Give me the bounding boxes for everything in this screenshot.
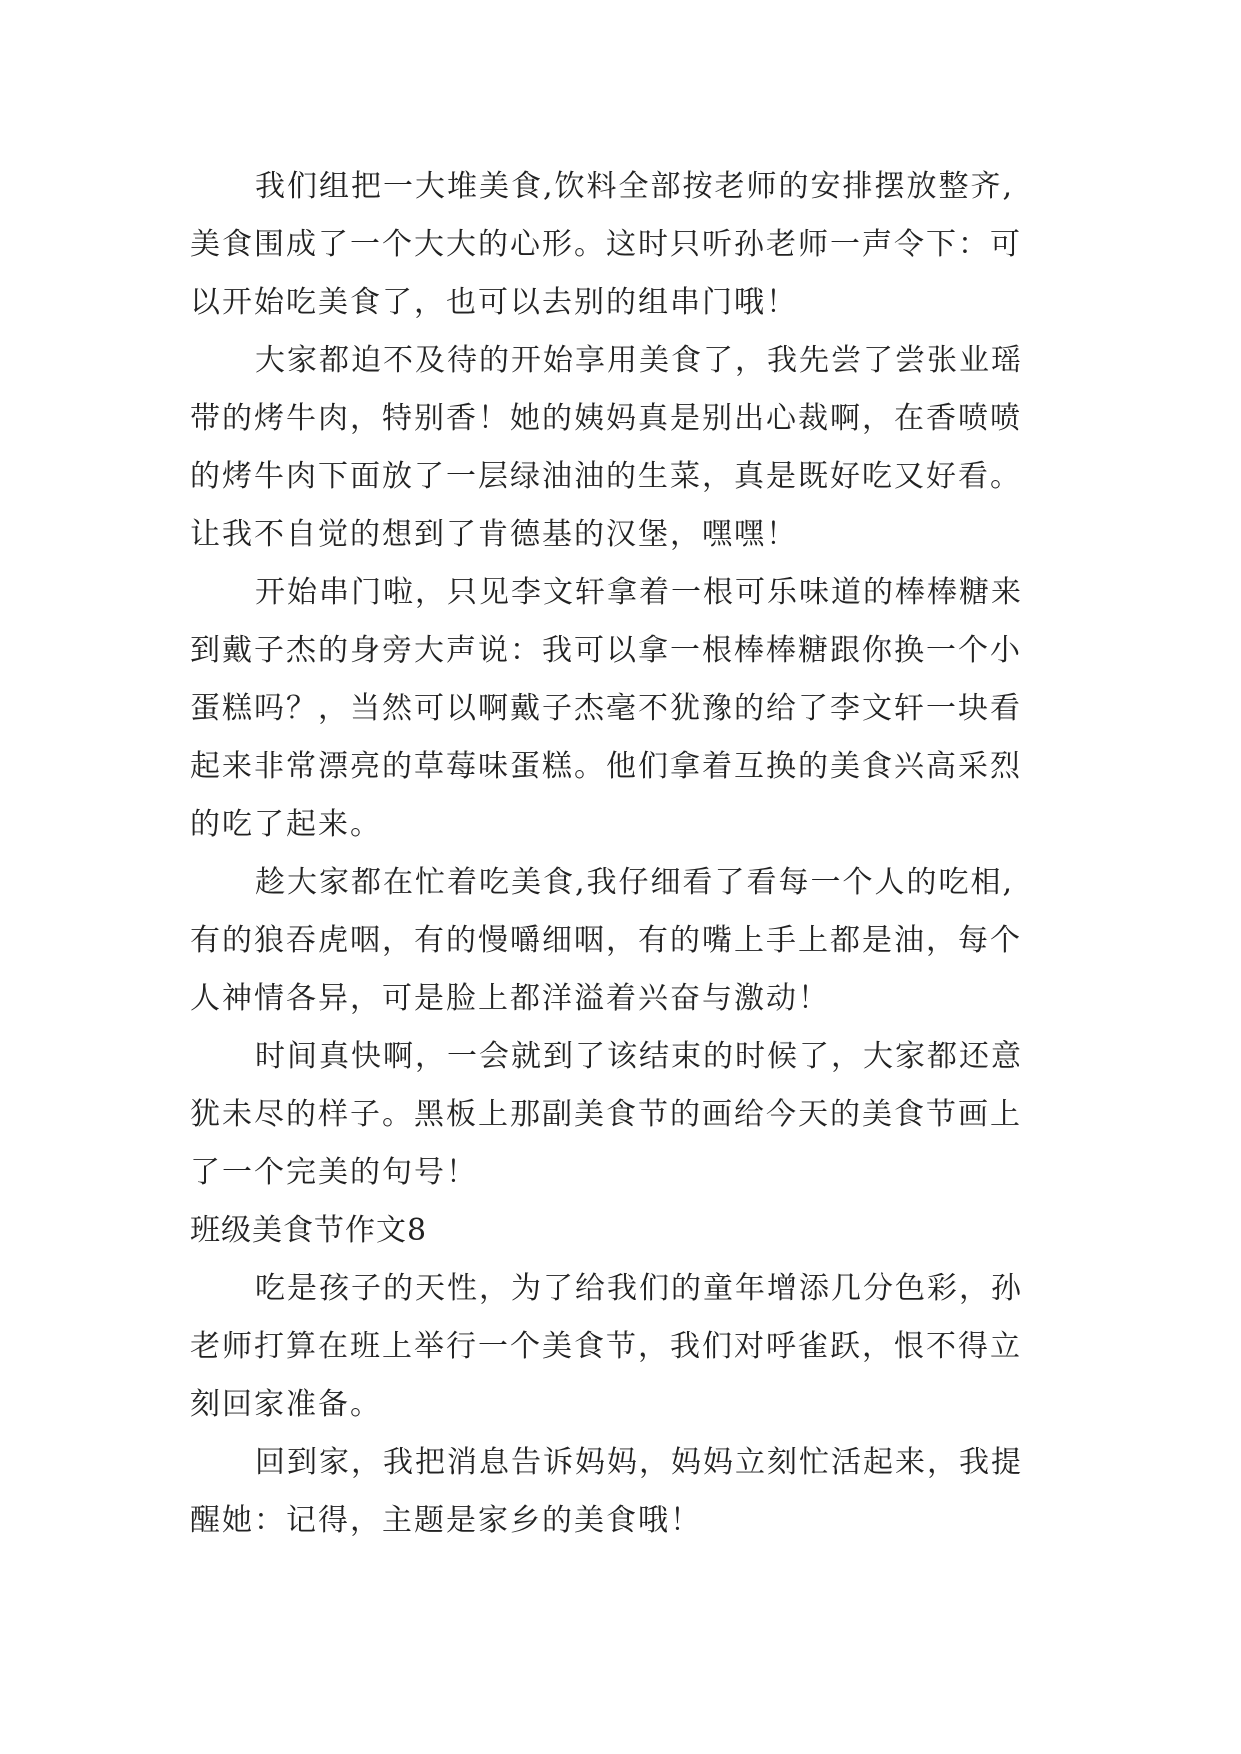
text-line: 起来非常漂亮的草莓味蛋糕。他们拿着互换的美食兴高采烈 (190, 749, 1022, 784)
text-line: 醒她：记得，主题是家乡的美食哦！ (190, 1503, 702, 1538)
paragraph-4 (190, 854, 1080, 1028)
paragraph-7 (190, 1434, 1080, 1550)
text-line: 刻回家准备。 (190, 1387, 382, 1422)
text-line: 我们组把一大堆美食,饮料全部按老师的安排摆放整齐, (255, 169, 1015, 204)
document-body (190, 158, 1080, 1550)
paragraph-1 (190, 158, 1080, 332)
text-line: 时间真快啊，一会就到了该结束的时候了，大家都还意 (255, 1039, 1023, 1074)
paragraph-3 (190, 564, 1080, 854)
text-line: 回到家，我把消息告诉妈妈，妈妈立刻忙活起来，我提 (255, 1445, 1023, 1480)
text-line: 趁大家都在忙着吃美食,我仔细看了看每一个人的吃相, (255, 865, 1015, 900)
text-line: 人神情各异，可是脸上都洋溢着兴奋与激动！ (190, 981, 830, 1016)
text-line: 以开始吃美食了，也可以去别的组串门哦！ (190, 285, 798, 320)
text-line: 有的狼吞虎咽，有的慢嚼细咽，有的嘴上手上都是油，每个 (190, 923, 1022, 958)
text-line: 老师打算在班上举行一个美食节，我们对呼雀跃，恨不得立 (190, 1329, 1022, 1364)
text-line: 开始串门啦，只见李文轩拿着一根可乐味道的棒棒糖来 (255, 575, 1023, 610)
section-heading: 班级美食节作文8 (190, 1213, 428, 1248)
text-line: 让我不自觉的想到了肯德基的汉堡，嘿嘿！ (190, 517, 798, 552)
paragraph-6 (190, 1260, 1080, 1434)
paragraph-2 (190, 332, 1080, 564)
text-line: 蛋糕吗？，当然可以啊戴子杰毫不犹豫的给了李文轩一块看 (190, 691, 1022, 726)
text-line: 吃是孩子的天性，为了给我们的童年增添几分色彩，孙 (255, 1271, 1023, 1306)
text-line: 到戴子杰的身旁大声说：我可以拿一根棒棒糖跟你换一个小 (190, 633, 1022, 668)
text-line: 大家都迫不及待的开始享用美食了，我先尝了尝张业瑶 (255, 343, 1023, 378)
text-line: 犹未尽的样子。黑板上那副美食节的画给今天的美食节画上 (190, 1097, 1022, 1132)
text-line: 美食围成了一个大大的心形。这时只听孙老师一声令下：可 (190, 227, 1022, 262)
text-line: 带的烤牛肉，特别香！她的姨妈真是别出心裁啊，在香喷喷 (190, 401, 1022, 436)
text-line: 的烤牛肉下面放了一层绿油油的生菜，真是既好吃又好看。 (190, 459, 1022, 494)
paragraph-5 (190, 1028, 1080, 1202)
text-line: 的吃了起来。 (190, 807, 382, 842)
text-line: 了一个完美的句号！ (190, 1155, 478, 1190)
